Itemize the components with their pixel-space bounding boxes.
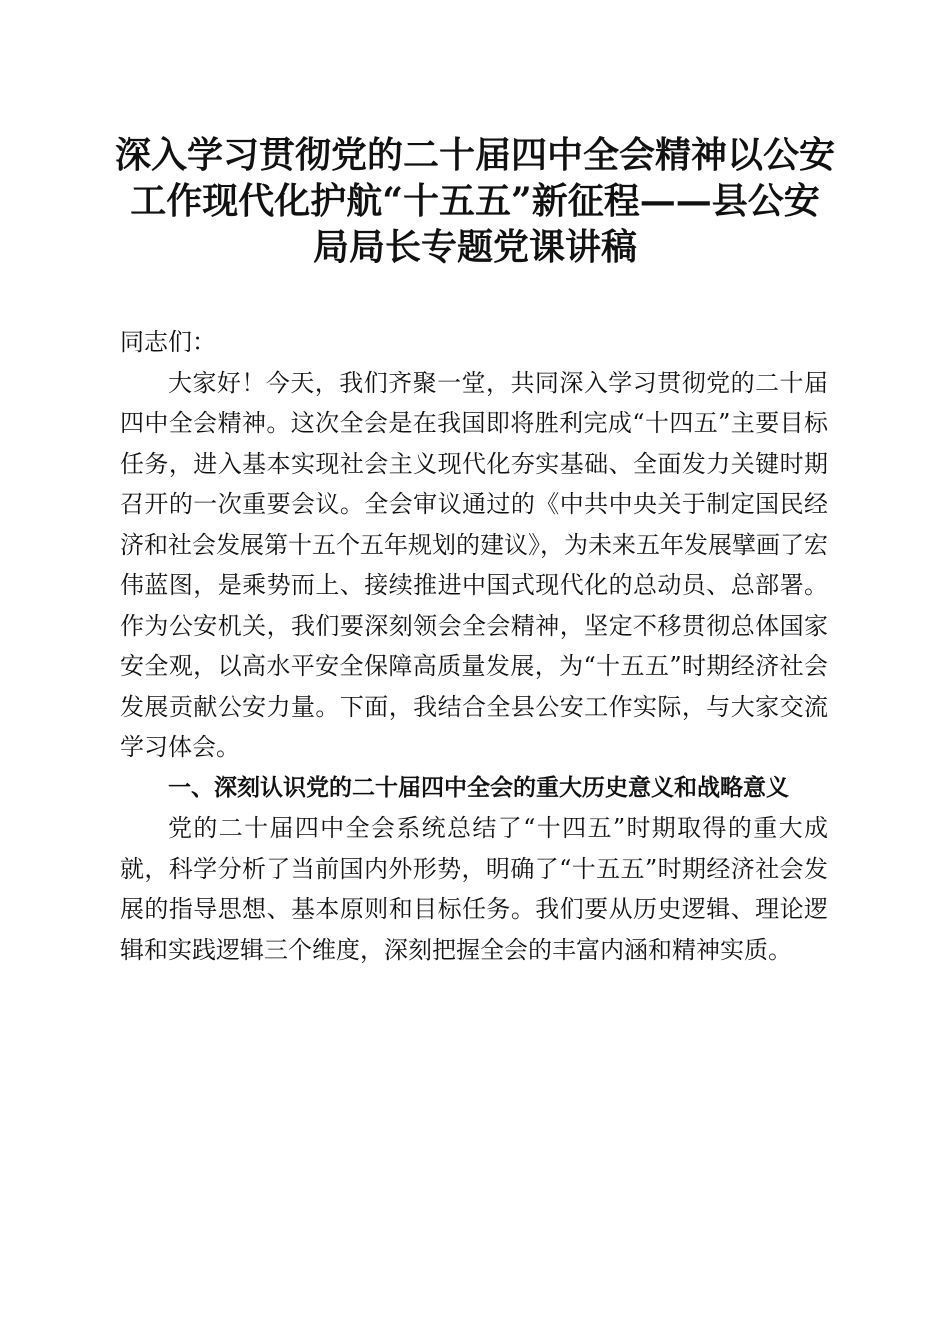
title-line-3: 局局长专题党课讲稿 [312, 226, 637, 268]
title-line-1: 深入学习贯彻党的二十届四中全会精神以公安 [114, 134, 835, 176]
salutation: 同志们： [120, 328, 216, 356]
document-title [112, 132, 838, 270]
section-paragraph: 党的二十届四中全会系统总结了“十四五”时期取得的重大成就，科学分析了当前国内外形势，明确了“十五五”时期经济社会发展的指导思想、基本原则和目标任务。我们要从历史逻辑、理论逻辑和实践逻辑三个维度，深刻把握全会的丰富内涵和精神实质。 [120, 814, 828, 964]
document-body [120, 322, 828, 970]
title-line-2: 工作现代化护航“十五五”新征程——县公安 [130, 180, 820, 222]
section-heading: 一、深刻认识党的二十届四中全会的重大历史意义和战略意义 [168, 774, 789, 801]
intro-paragraph: 大家好！今天，我们齐聚一堂，共同深入学习贯彻党的二十届四中全会精神。这次全会是在我国即将胜利完成“十四五”主要目标任务，进入基本实现社会主义现代化夯实基础、全面发力关键时期召开的一次重要会议。全会审议通过的《中共中央关于制定国民经济和社会发展第十五个五年规划的建议》，为未来五年发展擘画了宏伟蓝图，是乘势而上、接续推进中国式现代化的总动员、总部署。作为公安机关，我们要深刻领会全会精神，坚定不移贯彻总体国家安全观，以高水平安全保障高质量发展，为“十五五”时期经济社会发展贡献公安力量。下面，我结合全县公安工作实际，与大家交流学习体会。 [120, 368, 828, 761]
